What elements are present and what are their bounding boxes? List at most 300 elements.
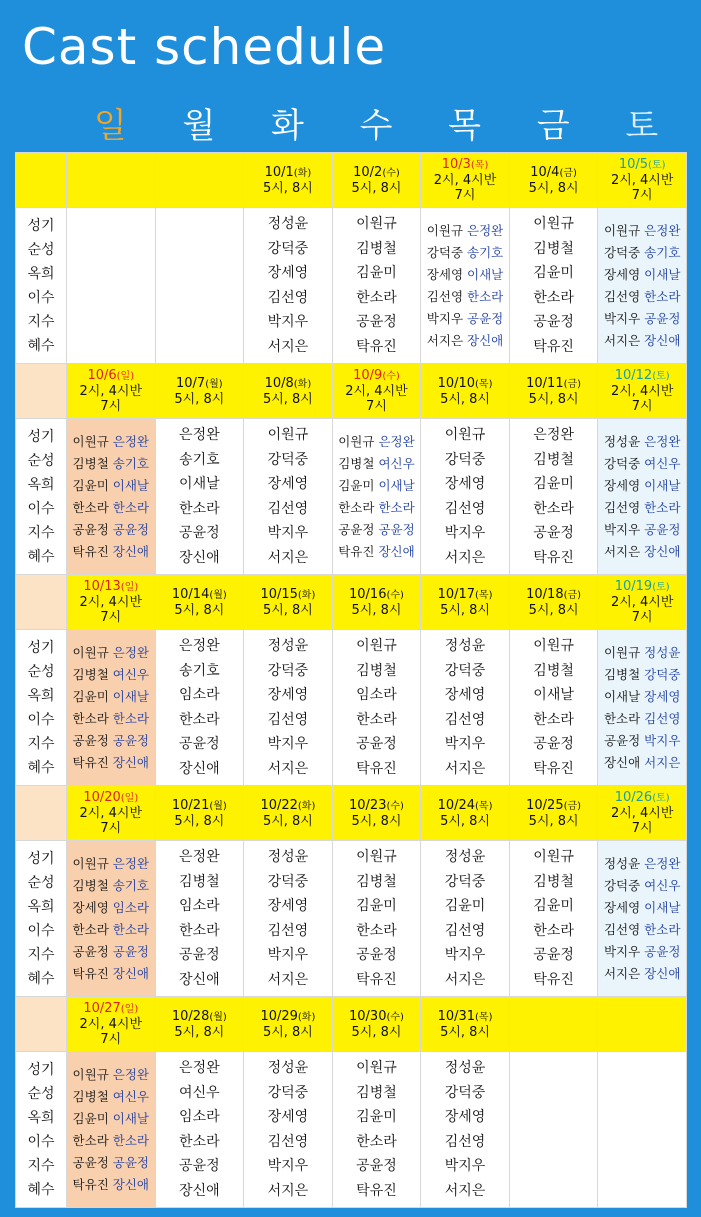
date-value: 10/24 — [437, 797, 476, 813]
role-name: 성기 — [27, 428, 55, 445]
cast-list — [510, 212, 598, 359]
weekday-value: (수) — [386, 800, 404, 812]
showtimes: 5시, 8시 — [440, 813, 490, 829]
cast-list — [244, 1056, 332, 1203]
weekday-value: (목) — [475, 800, 493, 812]
cast-pair — [67, 853, 155, 875]
cast-name-b: 은정완 — [467, 222, 504, 238]
date-line — [510, 798, 598, 814]
cast-pair — [67, 497, 155, 519]
cast-name-a: 탁유진 — [72, 965, 109, 981]
cast-name: 공윤정 — [179, 947, 220, 963]
cast-pair — [598, 308, 686, 330]
cast-pair — [598, 708, 686, 730]
weekday-value: (월) — [209, 800, 227, 812]
cast-cell — [421, 841, 510, 997]
cast-name-b: 장신애 — [112, 1176, 149, 1192]
corner-cell — [16, 997, 67, 1052]
cast-name-b: 은정완 — [644, 855, 681, 871]
cast-name-a: 김병철 — [603, 666, 641, 682]
corner-cell — [16, 786, 67, 841]
cast-name: 서지은 — [444, 1182, 486, 1199]
date-row — [16, 364, 687, 419]
date-cell — [67, 364, 156, 419]
weekday-value: (금) — [563, 378, 582, 390]
cast-name: 한소라 — [533, 922, 574, 939]
cast-name-b: 송기호 — [112, 877, 149, 893]
showtimes: 5시, 8시 — [440, 391, 490, 407]
role-name: 지수 — [27, 735, 55, 752]
role-name: 혜수 — [27, 970, 55, 987]
cast-name-b: 공윤정 — [112, 943, 149, 959]
date-line — [421, 376, 509, 392]
cast-name: 탁유진 — [533, 760, 574, 777]
showtimes: 2시, 4시반 — [79, 1017, 143, 1032]
cast-name: 송기호 — [179, 662, 220, 679]
showtimes: 5시, 8시 — [262, 391, 313, 407]
cast-name: 공윤정 — [533, 947, 574, 963]
date-line — [598, 790, 686, 806]
cast-pair — [67, 475, 155, 497]
cast-name-b: 한소라 — [644, 288, 681, 304]
date-cell — [509, 364, 598, 419]
date-value: 10/13 — [83, 579, 121, 594]
cast-pairs — [421, 220, 509, 352]
cast-name-b: 이새날 — [112, 477, 149, 493]
cast-name-b: 장신애 — [644, 965, 681, 981]
cast-name-a: 김병철 — [72, 877, 109, 893]
showtimes: 5시, 8시 — [528, 813, 579, 829]
date-line — [510, 587, 598, 603]
cast-pair — [598, 686, 686, 708]
corner-cell — [16, 153, 67, 208]
cast-name-a: 이원규 — [338, 433, 375, 449]
cast-name-b: 한소라 — [644, 921, 681, 937]
date-value: 10/1 — [264, 164, 294, 180]
cast-cell — [155, 1052, 244, 1208]
cast-name: 여신우 — [179, 1084, 220, 1101]
date-cell — [244, 364, 333, 419]
cast-pair — [67, 730, 155, 752]
date-cell — [421, 997, 510, 1052]
showtime-extra: 7시 — [100, 399, 122, 414]
role-name: 순성 — [27, 663, 55, 680]
cast-name: 장세영 — [267, 898, 309, 914]
date-cell — [598, 364, 687, 419]
date-cell — [421, 575, 510, 630]
cast-name: 김병철 — [356, 1084, 397, 1101]
date-value: 10/17 — [437, 586, 476, 602]
cast-name-b: 이새날 — [644, 266, 681, 282]
showtimes: 5시, 8시 — [528, 602, 579, 618]
cast-name: 서지은 — [267, 1182, 309, 1199]
date-cell — [421, 786, 510, 841]
cast-name: 김병철 — [533, 873, 574, 890]
cast-name-b: 장신애 — [112, 543, 149, 559]
role-name: 옥희 — [27, 687, 55, 704]
cast-list — [244, 634, 332, 781]
cast-name-b: 장신애 — [644, 543, 681, 559]
cast-cell — [155, 208, 244, 364]
cast-name: 공윤정 — [356, 1158, 397, 1174]
date-cell — [332, 364, 421, 419]
cast-name-a: 한소라 — [72, 499, 109, 515]
cast-name: 임소라 — [179, 898, 220, 914]
showtimes: 5시, 8시 — [174, 1024, 225, 1040]
date-value: 10/30 — [349, 1008, 387, 1024]
cast-pair — [67, 1152, 155, 1174]
role-name: 순성 — [27, 452, 55, 469]
cast-name-b: 한소라 — [467, 288, 504, 304]
cast-name-a: 서지은 — [603, 543, 641, 559]
showtimes: 2시, 4시반 — [433, 173, 497, 188]
cast-row — [16, 208, 687, 364]
cast-name: 한소라 — [179, 1133, 220, 1150]
date-row — [16, 153, 687, 208]
cast-name: 탁유진 — [533, 549, 574, 566]
cast-pair — [421, 308, 509, 330]
cast-name: 서지은 — [444, 971, 486, 988]
cast-pair — [333, 431, 421, 453]
cast-pair — [598, 941, 686, 963]
cast-name: 이원규 — [356, 638, 397, 654]
date-value: 10/7 — [176, 375, 206, 391]
date-cell — [155, 364, 244, 419]
day-sun: 일 — [93, 106, 127, 146]
cast-pair — [598, 286, 686, 308]
cast-cell — [421, 630, 510, 786]
cast-pair — [421, 220, 509, 242]
weekday-header — [66, 98, 686, 148]
date-cell — [332, 786, 421, 841]
showtimes: 5시, 8시 — [174, 391, 225, 407]
cast-name: 김병철 — [356, 240, 397, 257]
cast-pair — [598, 220, 686, 242]
date-value: 10/16 — [349, 586, 387, 602]
cast-name-a: 공윤정 — [338, 521, 375, 537]
cast-pair — [598, 897, 686, 919]
cast-name-a: 정성윤 — [603, 855, 641, 871]
cast-name: 강덕중 — [267, 451, 309, 468]
cast-name-b: 송기호 — [467, 244, 504, 260]
cast-name: 공윤정 — [533, 736, 574, 752]
cast-name-b: 한소라 — [644, 499, 681, 515]
showtimes: 2시, 4시반 — [610, 806, 674, 821]
cast-name-a: 이원규 — [72, 644, 109, 660]
cast-name-a: 한소라 — [72, 710, 109, 726]
cast-cell — [155, 630, 244, 786]
weekday-value: (목) — [475, 1011, 493, 1023]
cast-pairs — [67, 1064, 155, 1196]
corner-cell — [16, 364, 67, 419]
date-value: 10/25 — [526, 797, 564, 813]
cast-pair — [67, 708, 155, 730]
weekday-value: (일) — [120, 1004, 139, 1015]
date-cell — [421, 364, 510, 419]
cast-name-a: 탁유진 — [72, 754, 109, 770]
cast-name-b: 한소라 — [112, 1132, 149, 1148]
cast-name-a: 김윤미 — [72, 1110, 109, 1126]
cast-name-b: 공윤정 — [112, 521, 149, 537]
date-line — [510, 165, 598, 181]
cast-name: 은정완 — [179, 427, 220, 443]
cast-pair — [333, 519, 421, 541]
cast-name-a: 강덕중 — [426, 244, 464, 260]
cast-list — [333, 212, 421, 359]
cast-name-b: 여신우 — [644, 877, 681, 893]
cast-name: 강덕중 — [267, 240, 309, 257]
role-name: 이수 — [27, 500, 55, 517]
date-line — [598, 579, 686, 595]
cast-name: 김선영 — [444, 1133, 486, 1150]
showtimes: 2시, 4시반 — [79, 595, 143, 610]
date-line — [156, 376, 244, 392]
cast-name: 은정완 — [179, 849, 220, 865]
cast-pair — [421, 242, 509, 264]
date-row — [16, 997, 687, 1052]
cast-cell — [598, 208, 687, 364]
cast-pair — [598, 519, 686, 541]
cast-name: 송기호 — [179, 451, 220, 468]
showtimes: 5시, 8시 — [351, 180, 402, 196]
cast-name: 강덕중 — [444, 451, 486, 468]
date-line — [156, 798, 244, 814]
weekday-value: (화) — [293, 167, 312, 179]
date-line — [598, 157, 686, 173]
cast-list — [510, 845, 598, 992]
cast-cell — [244, 1052, 333, 1208]
cast-name-b: 장신애 — [112, 965, 149, 981]
cast-name: 김병철 — [179, 873, 220, 890]
cast-name-b: 이새날 — [112, 688, 149, 704]
cast-name-b: 공윤정 — [112, 1154, 149, 1170]
cast-name-a: 장세영 — [603, 266, 641, 282]
cast-name-b: 은정완 — [378, 433, 415, 449]
date-cell — [509, 153, 598, 208]
cast-name: 김선영 — [444, 922, 486, 939]
cast-name-a: 이원규 — [72, 1066, 109, 1082]
cast-pair — [67, 1130, 155, 1152]
cast-name-b: 서지은 — [644, 754, 681, 770]
date-value: 10/26 — [614, 790, 653, 805]
cast-name: 김윤미 — [444, 898, 486, 914]
date-value: 10/18 — [526, 586, 564, 602]
role-name: 이수 — [27, 289, 55, 306]
cast-pair — [598, 853, 686, 875]
date-cell — [421, 153, 510, 208]
cast-pair — [67, 1108, 155, 1130]
date-value: 10/4 — [530, 164, 560, 180]
cast-name-b: 공윤정 — [467, 310, 504, 326]
cast-cell — [244, 208, 333, 364]
date-line — [67, 790, 155, 806]
date-line — [598, 368, 686, 384]
date-value: 10/5 — [618, 157, 649, 172]
cast-name: 김윤미 — [356, 265, 397, 281]
cast-name-b: 박지우 — [644, 732, 681, 748]
cast-name: 이원규 — [356, 216, 397, 232]
date-value: 10/15 — [260, 586, 298, 602]
cast-pair — [598, 431, 686, 453]
showtimes: 2시, 4시반 — [79, 806, 143, 821]
date-line — [156, 587, 244, 603]
weekday-value: (화) — [293, 378, 312, 390]
cast-name: 공윤정 — [533, 525, 574, 541]
role-name: 혜수 — [27, 337, 55, 354]
cast-name: 장세영 — [267, 687, 309, 703]
cast-name-a: 김윤미 — [338, 477, 375, 493]
date-value: 10/20 — [83, 790, 121, 805]
cast-name: 정성윤 — [267, 1060, 309, 1076]
date-cell — [155, 997, 244, 1052]
cast-pair — [333, 453, 421, 475]
date-line — [333, 798, 421, 814]
date-value: 10/21 — [171, 797, 210, 813]
cast-cell — [67, 419, 156, 575]
cast-pair — [67, 541, 155, 563]
cast-list — [421, 845, 509, 992]
role-names — [16, 208, 67, 364]
cast-name-a: 서지은 — [603, 332, 641, 348]
date-value: 10/6 — [87, 368, 117, 383]
cast-name: 장세영 — [267, 1109, 309, 1125]
cast-cell — [598, 1052, 687, 1208]
cast-name: 임소라 — [179, 1109, 220, 1125]
cast-name-b: 공윤정 — [644, 521, 681, 537]
cast-name: 김선영 — [267, 289, 309, 306]
date-value: 10/28 — [171, 1008, 210, 1024]
role-name: 순성 — [27, 1085, 55, 1102]
cast-name: 강덕중 — [267, 873, 309, 890]
cast-pair — [598, 730, 686, 752]
cast-name-b: 장신애 — [644, 332, 681, 348]
role-name: 지수 — [27, 524, 55, 541]
day-wed: 수 — [359, 106, 393, 146]
cast-name: 공윤정 — [356, 947, 397, 963]
weekday-value: (화) — [297, 800, 316, 812]
cast-name-a: 장세영 — [72, 899, 109, 915]
cast-row — [16, 1052, 687, 1208]
date-value: 10/27 — [83, 1001, 121, 1016]
weekday-value: (일) — [120, 582, 139, 593]
cast-cell — [509, 841, 598, 997]
weekday-value: (토) — [652, 793, 670, 804]
cast-name: 한소라 — [533, 289, 574, 306]
showtime-extra: 7시 — [100, 821, 122, 836]
cast-name-a: 김병철 — [72, 1088, 109, 1104]
cast-pairs — [598, 853, 686, 985]
cast-name: 이원규 — [267, 427, 309, 443]
cast-name-a: 김윤미 — [72, 688, 109, 704]
showtimes: 5시, 8시 — [351, 602, 402, 618]
cast-pair — [598, 497, 686, 519]
cast-pair — [67, 642, 155, 664]
cast-name-a: 장신애 — [603, 754, 641, 770]
date-line — [67, 1001, 155, 1017]
cast-name-a: 한소라 — [72, 1132, 109, 1148]
cast-name-b: 한소라 — [378, 499, 415, 515]
cast-name-b: 이새날 — [467, 266, 504, 282]
showtimes: 5시, 8시 — [351, 1024, 402, 1040]
weekday-value: (월) — [209, 1011, 227, 1023]
role-name: 이수 — [27, 711, 55, 728]
cast-pair — [598, 475, 686, 497]
weekday-value: (수) — [382, 371, 400, 382]
role-name: 이수 — [27, 922, 55, 939]
cast-name-b: 정성윤 — [644, 644, 681, 660]
cast-name: 김윤미 — [533, 265, 574, 281]
date-line — [244, 1009, 332, 1025]
date-row — [16, 786, 687, 841]
showtimes: 5시, 8시 — [262, 1024, 313, 1040]
cast-pair — [67, 1086, 155, 1108]
cast-name-b: 강덕중 — [644, 666, 681, 682]
cast-name-a: 탁유진 — [72, 1176, 109, 1192]
day-thu: 목 — [448, 106, 482, 146]
date-cell — [155, 153, 244, 208]
cast-name: 이원규 — [356, 849, 397, 865]
cast-name-a: 김선영 — [603, 921, 641, 937]
cast-name: 박지우 — [444, 525, 486, 541]
cast-name: 서지은 — [267, 338, 309, 355]
cast-name-a: 탁유진 — [338, 543, 375, 559]
cast-pairs — [598, 220, 686, 352]
date-value: 10/12 — [614, 368, 653, 383]
weekday-value: (토) — [652, 582, 670, 593]
cast-pair — [333, 497, 421, 519]
role-name: 성기 — [27, 1061, 55, 1078]
cast-pair — [67, 1064, 155, 1086]
showtime-extra: 7시 — [631, 399, 653, 414]
cast-pair — [67, 963, 155, 985]
cast-name: 박지우 — [267, 525, 309, 541]
cast-name: 공윤정 — [179, 525, 220, 541]
cast-name-a: 이원규 — [72, 855, 109, 871]
cast-name: 이원규 — [533, 216, 574, 232]
showtime-extra: 7시 — [100, 610, 122, 625]
cast-name-b: 은정완 — [644, 433, 681, 449]
role-name: 이수 — [27, 1133, 55, 1150]
role-name: 혜수 — [27, 759, 55, 776]
cast-pair — [67, 664, 155, 686]
cast-name-a: 이원규 — [603, 644, 641, 660]
showtimes: 2시, 4시반 — [610, 173, 674, 188]
cast-list — [510, 423, 598, 570]
date-cell — [598, 575, 687, 630]
weekday-value: (금) — [563, 800, 582, 812]
cast-name: 김윤미 — [533, 476, 574, 492]
day-sat: 토 — [625, 106, 659, 146]
cast-name: 이원규 — [533, 638, 574, 654]
date-cell — [509, 786, 598, 841]
weekday-value: (토) — [652, 371, 670, 382]
cast-pair — [598, 752, 686, 774]
cast-row — [16, 419, 687, 575]
cast-name: 이원규 — [444, 427, 486, 443]
cast-pair — [67, 941, 155, 963]
date-line — [244, 798, 332, 814]
schedule-table — [15, 152, 687, 1208]
cast-name: 이원규 — [533, 849, 574, 865]
cast-name-b: 송기호 — [112, 455, 149, 471]
date-cell — [509, 997, 598, 1052]
cast-name: 서지은 — [444, 760, 486, 777]
cast-pair — [67, 686, 155, 708]
cast-name-a: 박지우 — [603, 521, 641, 537]
cast-cell — [67, 1052, 156, 1208]
weekday-value: (목) — [475, 589, 493, 601]
showtime-extra: 7시 — [631, 188, 653, 203]
